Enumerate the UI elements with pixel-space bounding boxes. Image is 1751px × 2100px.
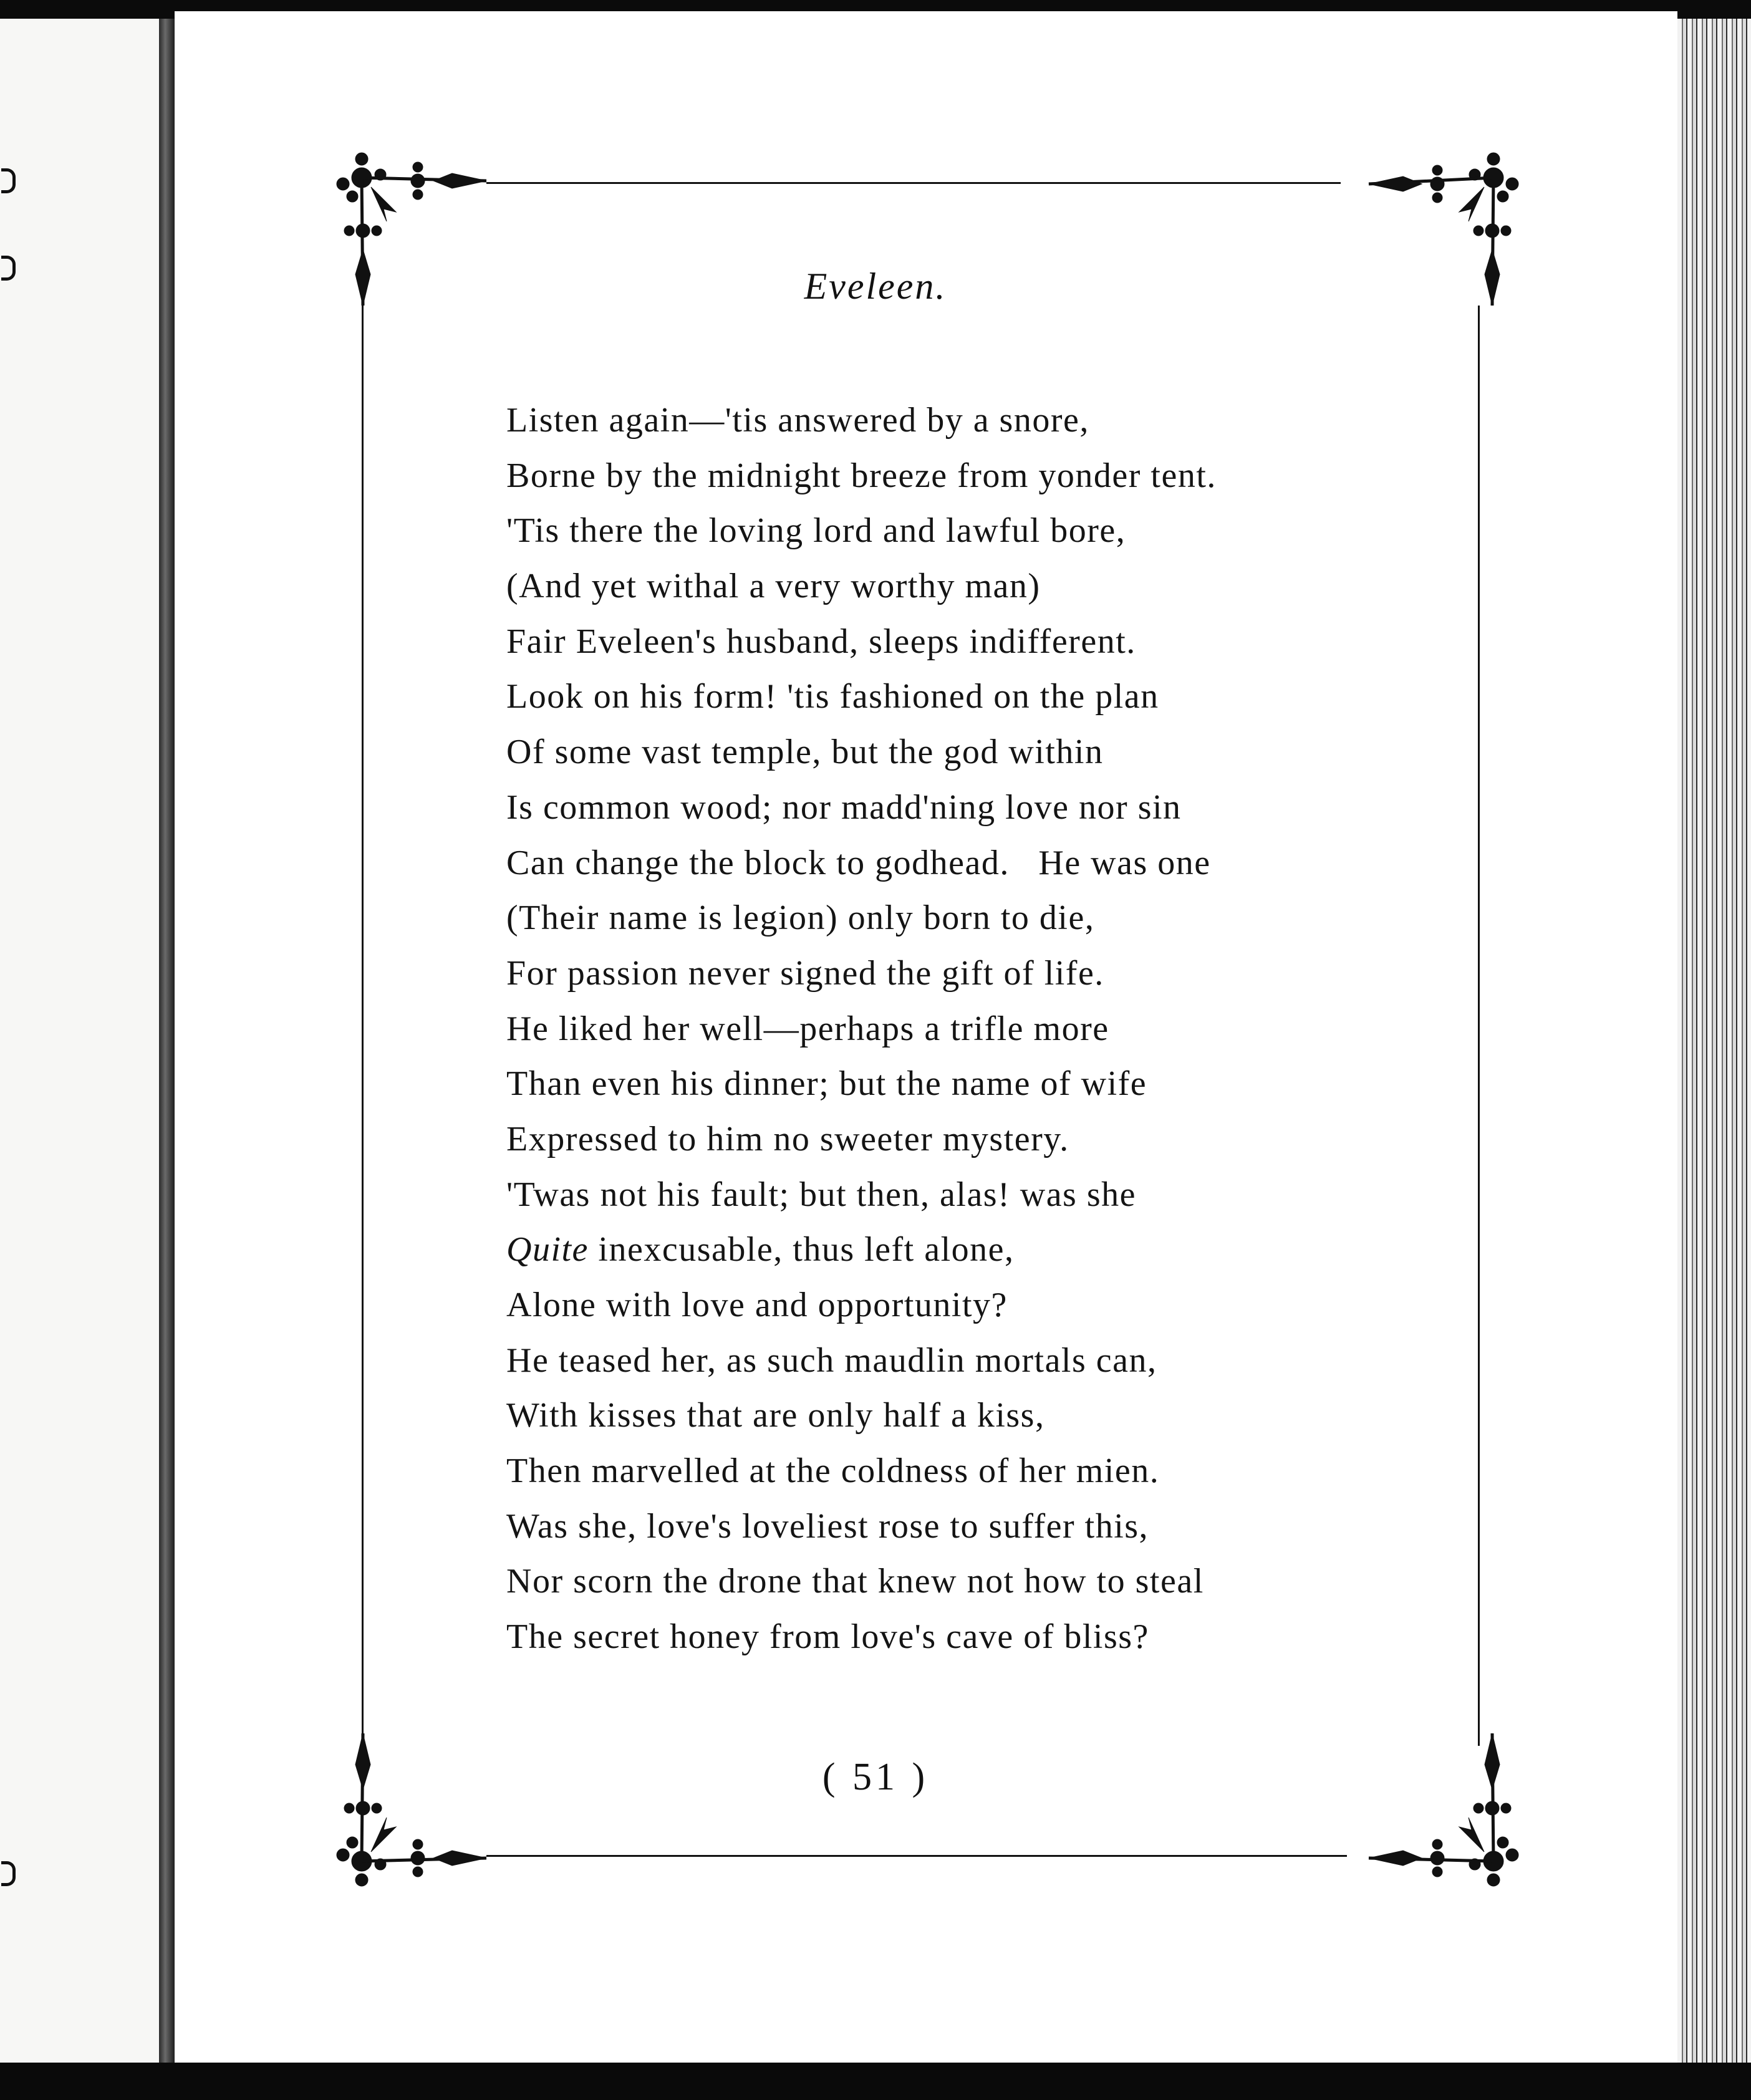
poem-line: 'Twas not his fault; but then, alas! was she	[506, 1175, 1136, 1214]
frame-rule-left	[362, 306, 364, 1746]
poem-line: The secret honey from love's cave of bliss?	[506, 1617, 1149, 1657]
poem-line: Expressed to him no sweeter mystery.	[506, 1119, 1069, 1158]
italic-word: Quite	[506, 1230, 589, 1269]
facing-page-glyph	[1, 168, 16, 193]
frame-rule-right	[1478, 306, 1480, 1746]
poem-line: Quite inexcusable, thus left alone,	[506, 1230, 1015, 1269]
poem-line: Can change the block to godhead. He was one	[506, 843, 1211, 882]
fleuron-corner-icon	[324, 1727, 511, 1889]
poem-line: Than even his dinner; but the name of wife	[506, 1064, 1147, 1104]
poem-title: Eveleen.	[804, 266, 947, 307]
poem-line: Fair Eveleen's husband, sleeps indifferent.	[506, 622, 1136, 661]
poem-line: For passion never signed the gift of life.	[506, 953, 1104, 993]
poem-line: He liked her well—perhaps a trifle more	[506, 1009, 1109, 1048]
poem-line: Listen again—'tis answered by a snore,	[506, 401, 1089, 440]
poem-line: 'Tis there the loving lord and lawful bore,	[506, 511, 1126, 551]
page-number: ( 51 )	[822, 1756, 929, 1798]
poem-line: (And yet withal a very worthy man)	[506, 567, 1041, 606]
poem-line: Then marvelled at the coldness of her mien.	[506, 1452, 1160, 1491]
poem-line: Borne by the midnight breeze from yonder tent.	[506, 456, 1217, 495]
poem-line: Look on his form! 'tis fashioned on the plan	[506, 677, 1159, 716]
fleuron-corner-icon	[1344, 1727, 1531, 1889]
poem-line: Of some vast temple, but the god within	[506, 733, 1104, 772]
bottom-shadow	[0, 2063, 1751, 2100]
poem-line: Is common wood; nor madd'ning love nor sin	[506, 788, 1182, 827]
poem-line: Nor scorn the drone that knew not how to steal	[506, 1562, 1204, 1601]
poem-line: Alone with love and opportunity?	[506, 1286, 1008, 1324]
poem-line: He teased her, as such maudlin mortals can,	[506, 1341, 1157, 1380]
poem-line: Was she, love's loveliest rose to suffer this,	[506, 1506, 1149, 1546]
facing-page-glyph	[1, 1861, 16, 1886]
poem-line: With kisses that are only half a kiss,	[506, 1396, 1045, 1435]
frame-rule-bottom	[486, 1855, 1347, 1857]
poem-line: (Their name is legion) only born to die,	[506, 898, 1095, 938]
poem-body	[506, 393, 1367, 1665]
frame-rule-top	[486, 182, 1341, 184]
